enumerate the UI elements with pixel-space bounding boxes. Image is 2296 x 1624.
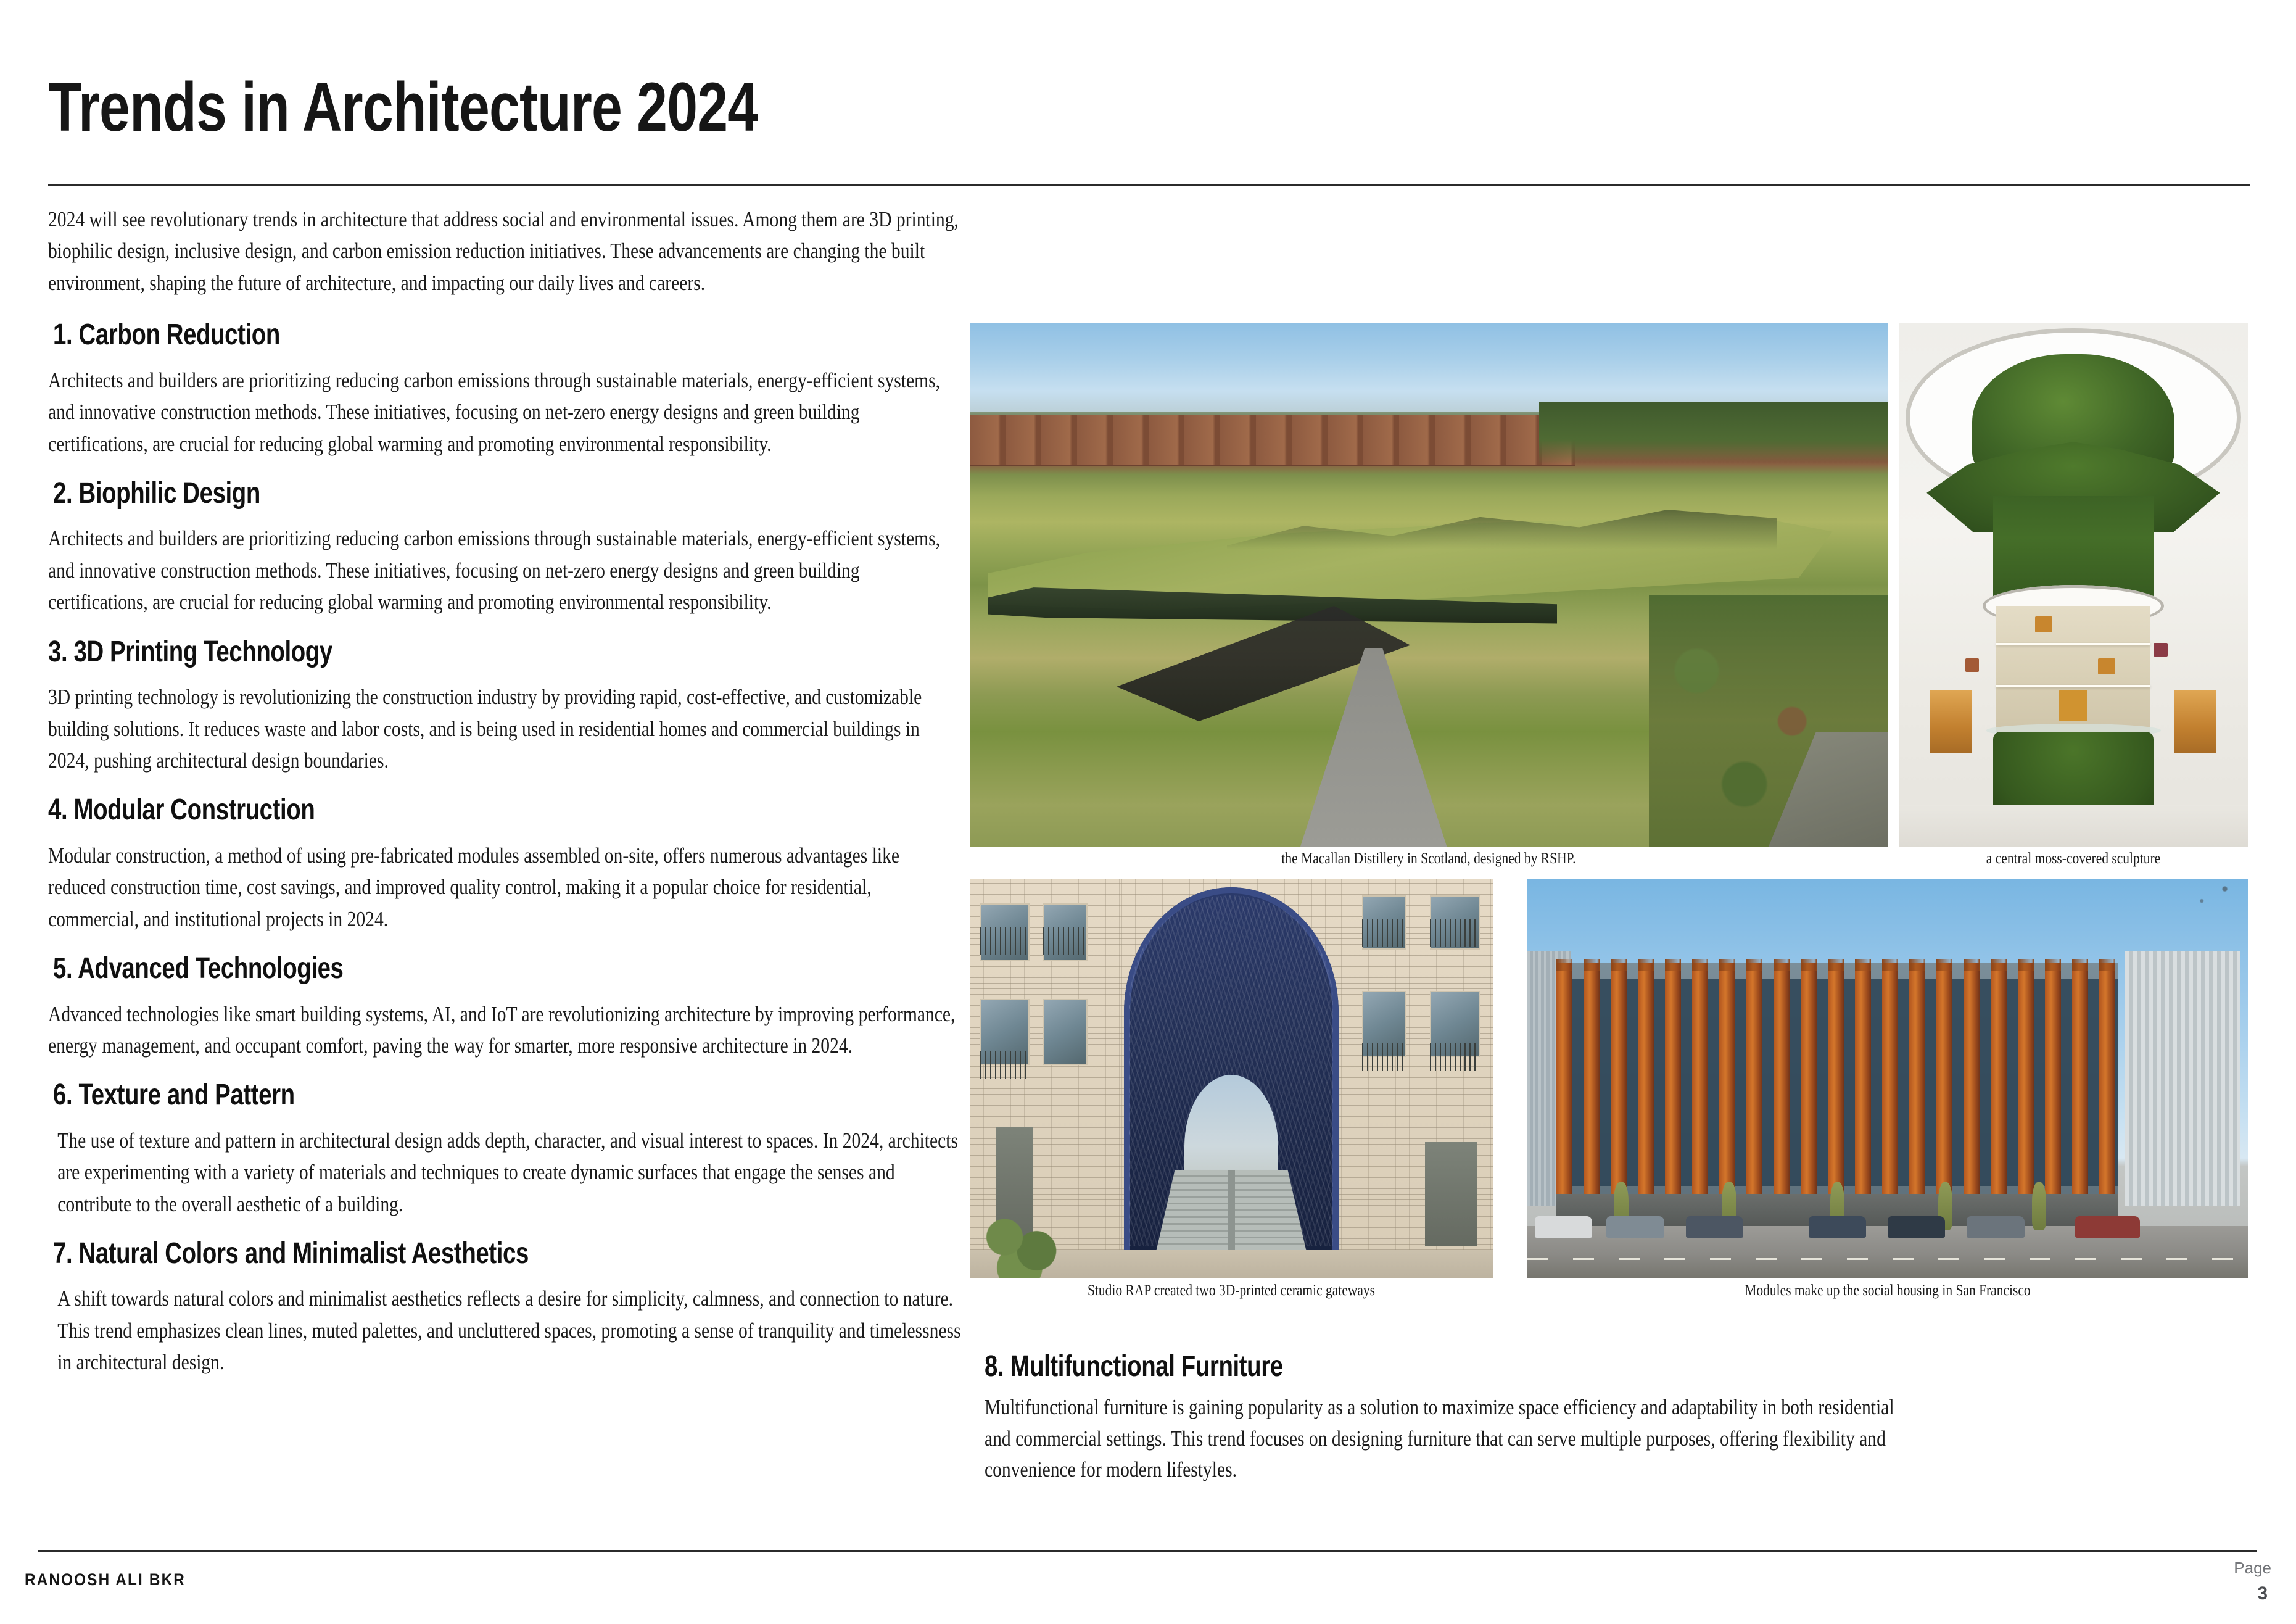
photo-balcony-railing bbox=[1043, 927, 1085, 955]
photo-handbag bbox=[1965, 658, 1980, 672]
photo-display-cabinet bbox=[1930, 690, 1972, 753]
photo-handbag bbox=[2035, 616, 2052, 632]
section-biophilic-design bbox=[48, 478, 961, 618]
caption-moss-sculpture: a central moss-covered sculpture bbox=[1986, 850, 2161, 867]
section-heading: 2. Biophilic Design bbox=[53, 477, 260, 510]
footer-author: RANOOSH ALI BKR bbox=[25, 1570, 186, 1589]
section-body: A shift towards natural colors and minimalist aesthetics reflects a desire for simplicity, calmness, and connection to nature. This trend emphasizes clean lines, muted palettes, and uncluttered spaces, promoting a sense of tranquility and timelessness in architectural design. bbox=[57, 1286, 961, 1375]
section-body: Architects and builders are prioritizing reducing carbon emissions through sustainable materials, energy-efficient systems, and innovative construction methods. These initiatives, focusing on net-zero energy designs and green building certifications, are crucial for reducing global warming and promoting environmental responsibility. bbox=[48, 368, 941, 456]
macallan-distillery-photo bbox=[970, 323, 1888, 847]
caption-macallan-distillery: the Macallan Distillery in Scotland, designed by RSHP. bbox=[1281, 850, 1576, 867]
photo-lane-markings bbox=[1527, 1258, 2248, 1260]
photo-display-shelf bbox=[1996, 643, 2150, 645]
caption-ceramic-gateway: Studio RAP created two 3D-printed ceramic gateways bbox=[1087, 1282, 1376, 1299]
section-body: Multifunctional furniture is gaining popularity as a solution to maximize space efficiency and adaptability in both residential and commercial settings. This trend focuses on designing furniture that can serve multiple purposes, offering flexibility and convenience for modern lifestyles. bbox=[985, 1395, 1894, 1482]
photo-gate bbox=[1425, 1142, 1477, 1246]
photo-display-shelf bbox=[1996, 685, 2150, 687]
moss-sculpture-photo bbox=[1899, 323, 2248, 847]
section-heading: 5. Advanced Technologies bbox=[53, 952, 344, 985]
photo-balcony-railing bbox=[1362, 919, 1404, 947]
figure-social-housing bbox=[1527, 879, 2248, 1278]
section-heading: 3. 3D Printing Technology bbox=[48, 635, 332, 668]
section-body: Modular construction, a method of using pre-fabricated modules assembled on-site, offers numerous advantages like reduced construction time, cost savings, and improved quality control, making it a popular choice for residential, commercial, and institutional projects in 2024. bbox=[48, 843, 900, 931]
intro-paragraph: 2024 will see revolutionary trends in architecture that address social and environmental issues. Among them are 3D printing, biophilic design, inclusive design, and carbon emission reduction initiatives. These advancements are changing the built environment, shaping the future of architecture, and impacting our daily lives and careers. bbox=[48, 207, 959, 295]
photo-parked-car bbox=[1967, 1216, 2024, 1238]
page-title: Trends in Architecture 2024 bbox=[48, 68, 758, 146]
photo-treeline bbox=[1539, 402, 1888, 465]
photo-warehouses bbox=[970, 415, 1575, 466]
section-heading: 7. Natural Colors and Minimalist Aesthetics bbox=[53, 1237, 529, 1270]
social-housing-photo bbox=[1527, 879, 2248, 1278]
section-3d-printing-technology bbox=[48, 637, 961, 777]
photo-street-tree bbox=[2032, 1182, 2046, 1230]
photo-balcony-railing bbox=[1362, 1043, 1404, 1071]
section-heading: 1. Carbon Reduction bbox=[53, 318, 280, 352]
photo-parked-car bbox=[1888, 1216, 1945, 1238]
photo-balcony-railing bbox=[1430, 919, 1477, 947]
section-heading: 4. Modular Construction bbox=[48, 793, 315, 827]
title-divider bbox=[48, 184, 2250, 186]
photo-roof-ridge bbox=[1227, 491, 1778, 564]
photo-shrub bbox=[975, 1210, 1074, 1278]
section-advanced-technologies bbox=[48, 953, 961, 1061]
section-texture-and-pattern bbox=[48, 1080, 961, 1220]
footer-divider bbox=[38, 1550, 2257, 1552]
photo-parked-car bbox=[2075, 1216, 2140, 1238]
section-body: Advanced technologies like smart building systems, AI, and IoT are revolutionizing architecture by improving performance, energy management, and occupant comfort, paving the way for smarter, more responsive architecture in 2024. bbox=[48, 1001, 956, 1058]
figure-ceramic-gateway bbox=[970, 879, 1493, 1278]
photo-adjacent-building-right bbox=[2125, 951, 2240, 1206]
ceramic-gateway-photo bbox=[970, 879, 1493, 1278]
photo-floor bbox=[1899, 805, 2248, 847]
photo-display-cabinet bbox=[2174, 690, 2216, 753]
section-body: 3D printing technology is revolutionizing the construction industry by providing rapid, cost-effective, and customizable building solutions. It reduces waste and labor costs, and is being used in residential homes and commercial buildings in 2024, pushing architectural design boundaries. bbox=[48, 685, 922, 773]
photo-parked-car bbox=[1606, 1216, 1664, 1238]
figure-macallan-distillery bbox=[970, 323, 1888, 847]
section-natural-colors-minimalist bbox=[48, 1238, 961, 1378]
caption-social-housing: Modules make up the social housing in San Francisco bbox=[1745, 1282, 2031, 1299]
photo-balcony-railing bbox=[980, 1051, 1027, 1079]
photo-tree-branch bbox=[2133, 879, 2248, 927]
section-body: The use of texture and pattern in architectural design adds depth, character, and visual interest to spaces. In 2024, architects are experimenting with a variety of materials and techniques to create dynamic surfaces that engage the senses and contribute to the overall aesthetic of a building. bbox=[57, 1128, 958, 1216]
left-column bbox=[48, 204, 961, 1397]
photo-handbag bbox=[2059, 690, 2087, 721]
section-multifunctional-furniture bbox=[985, 1351, 1898, 1486]
section-modular-construction bbox=[48, 795, 961, 935]
photo-balcony-railing bbox=[980, 927, 1027, 955]
photo-parked-car bbox=[1535, 1216, 1592, 1238]
photo-approach-path bbox=[1300, 648, 1447, 847]
section-heading: 8. Multifunctional Furniture bbox=[985, 1350, 1283, 1383]
photo-window bbox=[1043, 999, 1088, 1065]
section-heading: 6. Texture and Pattern bbox=[53, 1079, 295, 1112]
photo-balcony-railing bbox=[1430, 1043, 1477, 1071]
footer-page-label: Page bbox=[2234, 1559, 2271, 1577]
figure-moss-sculpture bbox=[1899, 323, 2248, 847]
photo-handbag bbox=[2098, 658, 2115, 674]
photo-parked-car bbox=[1686, 1216, 1743, 1238]
section-body: Architects and builders are prioritizing reducing carbon emissions through sustainable materials, energy-efficient systems, and innovative construction methods. These initiatives, focusing on net-zero energy designs and green building certifications, are crucial for reducing global warming and promoting environmental responsibility. bbox=[48, 526, 941, 615]
photo-handbag bbox=[2154, 643, 2168, 657]
photo-corten-fins bbox=[1556, 963, 2118, 1195]
photo-parked-car bbox=[1809, 1216, 1866, 1238]
footer-page-number: 3 bbox=[2257, 1583, 2268, 1604]
section-carbon-reduction bbox=[48, 320, 961, 460]
photo-fin-tops bbox=[1556, 959, 2118, 971]
